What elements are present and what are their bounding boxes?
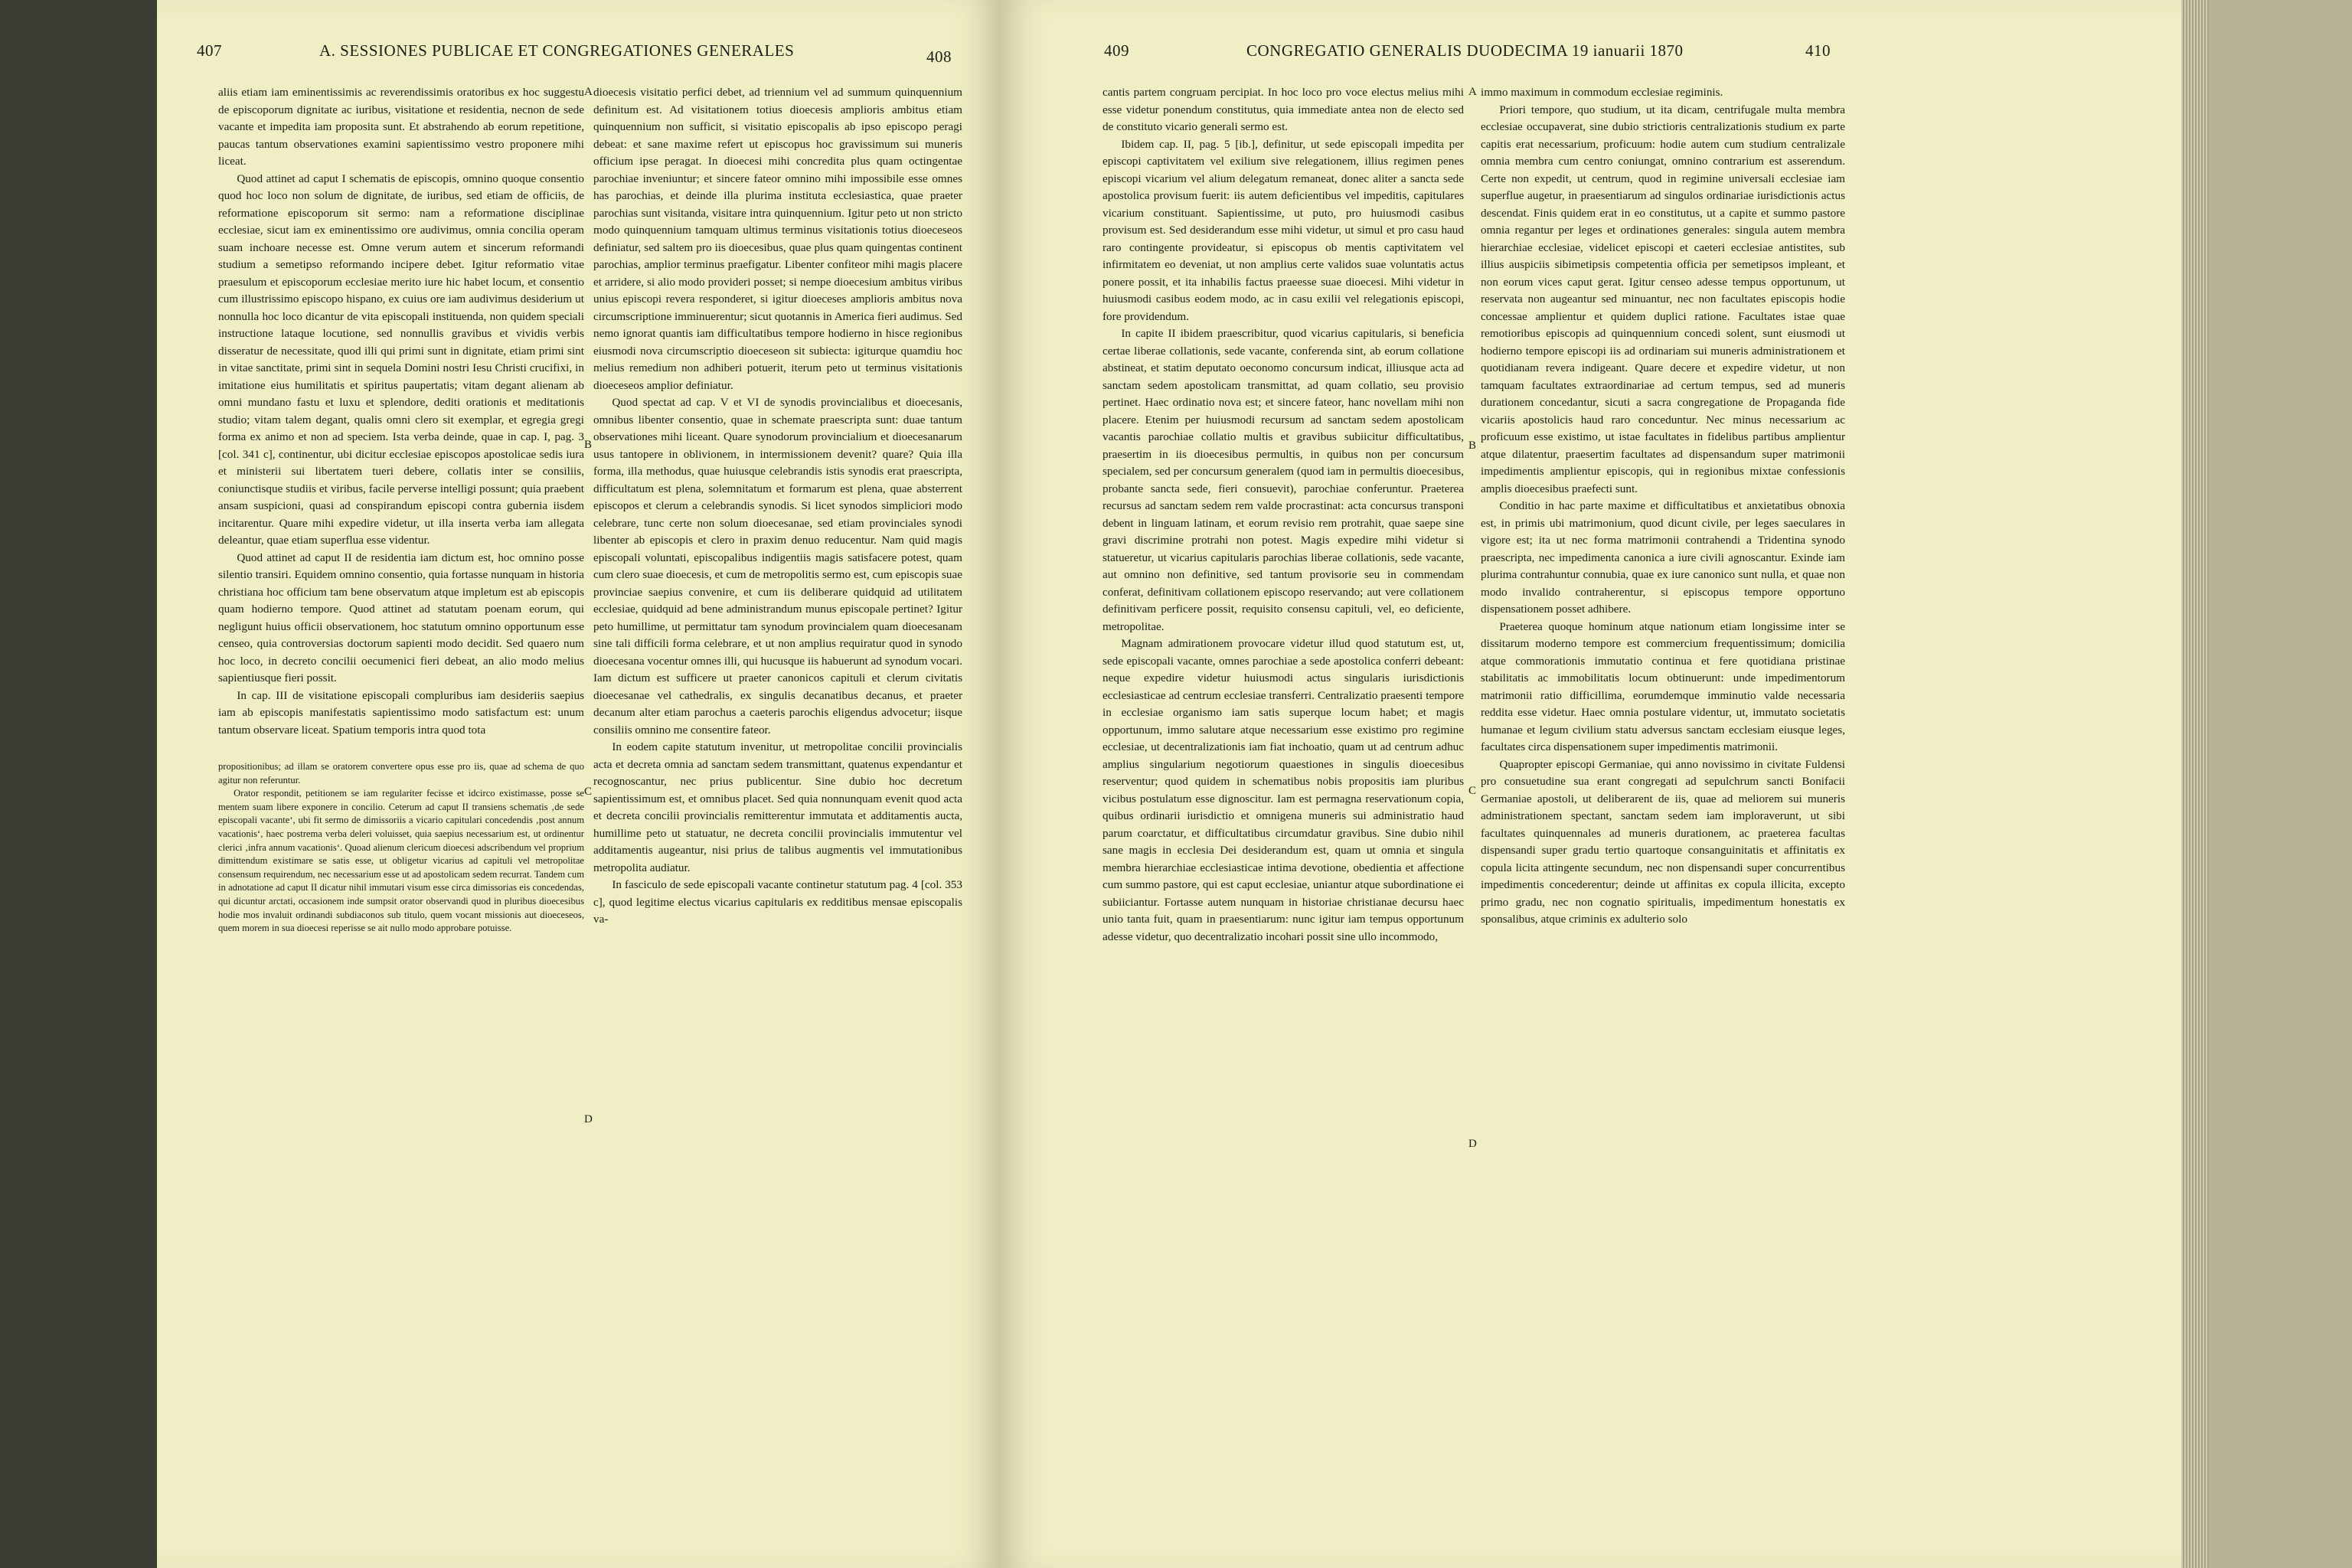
paragraph: In cap. III de visitatione episcopali compluribus iam desideriis saepius iam ab episcopis manifestatis sapientissimo modo satisfactum est: unum tantum observare liceat. Spatium temporis intra quod tota — [218, 688, 584, 737]
paragraph: In fasciculo de sede episcopali vacante continetur statutum pag. 4 [col. 353 c], quod legitime electus vicarius capitularis ex redditibus mensae episcopalis va- — [593, 878, 962, 926]
right-page — [1000, 0, 2181, 1568]
margin-marker: B — [1468, 439, 1477, 452]
paragraph: Priori tempore, quo studium, ut ita dicam, centrifugale multa membra ecclesiae occupaverat, sine dubio strictioris centralizationis studium ex parte capitis erat necessarium, proficuum: hodie autem cum studium centralizale omnia membra cum centro coniungat, omnino contrarium est asserendum. Certe non expedit, ut centrum, quod in regimine universali ecclesiae iam superflue augetur, in praesentiarum ad singulos ordinariae iurisdictionis actus descendat. Finis quidem erat in eo constitutus, ut a capite et summo pastore omnia regantur per leges et ordinationes generales: singula autem membra hierarchiae ecclesiae, videlicet episcopi et caeteri ecclesiae antistites, sub illius auspiciis sibimetipsis competentia officia per semetipsos impleant, et non eorum vices caput gerat. Igitur censeo adesse tempus opportunum, ut reservata non augeantur sed minuantur, nec non facultates episcopis hodie concessae amplientur et quidem duplici ratione. Facultates istae quae remotioribus episcopis ad quinquennium concedi solent, sunt eiusmodi ut hodierno tempore episcopi iis ad ordinariam sui muneris administrationem et quotidianam revera indigeant. Quare decere et expedire videtur, ut non tamquam facultates extraordinariae ad certum tempus, sed ad muneris durationem concedantur, sicuti a sacra congregatione de Propaganda fide vicariis apostolicis haud raro conceduntur. Nec minus necessarium ac proficuum esse existimo, ut istae facultates in fidelibus partibus amplientur atque dilatentur, praesertim facultates ad dispensandum super matrimonii impedimentis amplientur episcopis, qui in regionibus mixtae confessionis amplis dioecesibus praefecti sunt. — [1481, 103, 1845, 495]
text-column — [593, 84, 962, 929]
paragraph: Praeterea quoque hominum atque nationum etiam longissime inter se dissitarum moderno tempore est commercium frequentissimum; domicilia atque commorationis immutatio continua et fere quotidiana pristinae stabilitatis ac immobilitatis locum obtinuerunt: unde impedimentorum matrimonii ratio difficillima, eorumdemque imminutio valde necessaria reddita esse videtur. Haec omnia postulare videntur, ut, immutato societatis humanae et legum civilium statu adversus sanctam ecclesiam eiusque leges, facultates circa dispensationem super impedimentis matrimonii. — [1481, 619, 1845, 753]
paragraph: Conditio in hac parte maxime et difficultatibus et anxietatibus obnoxia est, in primis ubi matrimonium, quod dicunt civile, per leges saeculares in vigore est; ita ut nec forma matrimonii contrahendi a Tridentina synodo praescripta, nec impedimenta canonica a iure civili agnoscantur. Exinde iam plurima contrahuntur connubia, quae ex iure canonico sunt nulla, et quae non modo invalido contraherentur, si episcopus tempore opportuno dispensationem posset adhibere. — [1481, 499, 1845, 616]
running-head: A. SESSIONES PUBLICAE ET CONGREGATIONES GENERALES — [319, 41, 795, 60]
footnote — [218, 760, 584, 936]
left-page — [157, 0, 1000, 1568]
paragraph: Magnam admirationem provocare videtur illud quod statutum est, ut, sede episcopali vacante, omnes parochiae a sede apostolica conferri debeant: neque expedire videtur huiusmodi actus singularis iurisdictionis ecclesiasticae ad centrum ecclesiae transferri. Centralizatio praesenti tempore in ecclesiae organismo iam satis superque locum habet; et magis opportunum, immo salutare atque necessarium esse existimo pro regimine ecclesiae, ut decentralizationis iam fiat inchoatio, quam ut ad centrum adhuc amplius singularium negotiorum quaestiones in singulis dioecesibus reserventur; quod quidem in schematibus nobis propositis iam pluribus vicibus postulatum esse dignoscitur. Iam est permagna reservationum copia, quibus ordinarii iurisdictio et omnigena muneris sui administratio haud parum coarctatur, et difficultatibus circumdatur gravibus. Sine dubio nihil sane magis in ecclesia Dei desiderandum est, quam ut omnia et singula membra hierarchiae ecclesiasticae intima devotione, obedientia et affectione cum summo pastore, qui est caput ecclesiae, uniantur atque subordinatione ei subiiciantur. Fortasse autem nunquam in historiae christianae decursu haec unio tanta fuit, quam in praesentiarum: nunc igitur iam tempus opportunum adesse videtur, quo decentralizatio incohari possit sine ullo incommodo, — [1102, 637, 1464, 943]
running-head: CONGREGATIO GENERALIS DUODECIMA 19 ianuarii 1870 — [1246, 41, 1684, 60]
paragraph: Quod attinet ad caput I schematis de episcopis, omnino quoque consentio quod hoc loco non solum de dignitate, de iuribus, sed etiam de officiis, de reformatione episcoporum sit sermo: nam a reformatione disciplinae ecclesiae, sicut iam ex eminentissimo ore audivimus, omnia concilia operam suam inchoare necesse est. Omne verum autem et sincerum reformandi studium a semetipso reformando incipere debet. Igitur reformatio vitae praesulum et episcoporum ecclesiae merito iure hic habet locum, et consentio cum illustrissimo episcopo hispano, ex cuius ore iam audivimus desiderium ut nonnulla hoc loco dicantur de vita episcopali instituenda, non quidem speciali instructione lataque locutione, sed nonnullis gravibus et vividis verbis disseratur de necessitate, quod illi qui primi sunt in dignitate, etiam primi sint in vitae sanctitate, primi sint in sequela Domini nostri Iesu Christi crucifixi, in imitatione eius humilitatis et spiritus paupertatis; vitam degant alienam ab omni mundano fastu et luxu et splendore, dediti orationis et meditationis studio; vitam talem degant, qualis omni clero sit exemplar, et egregia gregi forma ex animo et non ad speciem. Ista verba deinde, quae in cap. I, pag. 3 [col. 341 c], continentur, ubi dicitur ecclesiae episcopos apostolicae sedis iura et ministerii sui libertatem tueri debere, collatis inter se consiliis, coniunctisque studiis et viribus, facile perverse intelligi possunt; quia praebent ansam suspicioni, quasi ad conspirandum episcopi contra gubernia iisdem incitarentur. Quare mihi expedire videtur, ut illa inserta verba iam allegata deleantur, quae etiam superflua esse videntur. — [218, 172, 584, 547]
margin-marker: C — [1468, 785, 1477, 797]
page-number: 409 — [1104, 41, 1129, 60]
margin-marker: D — [1468, 1138, 1477, 1150]
paragraph: Quod spectat ad cap. V et VI de synodis provincialibus et dioecesanis, omnibus libenter consentio, quae in schemate praescripta sunt: duae tantum observationes mihi liceant. Quare synodorum provincialium et dioecesanarum usus tantopere in oblivionem, in intermissionem devenit? quare? Quia illa forma, illa methodus, quae huiusque celebrandis istis synodis erat praescripta, difficultatum est plena, solemnitatum et formarum est plena, quae absterrent episcopos et clerum a celebrandis synodis. Si licet synodos simpliciori modo celebrare, tunc certe non solum dioecesanae, sed etiam provinciales synodi libenter ab episcopis et clero in praxim denuo reducentur. Nam quid magis episcopali voluntati, episcopalibus indigentiis magis satisfacere potest, quam cum clero suae dioecesis, et cum de metropolitis sermo est, cum episcopis suae provinciae saepius convenire, et cum iis deliberare quidquid ad utilitatem ecclesiae, quidquid ad bene administrandum munus episcopale pertinet? Igitur peto humillime, ut permittatur tam synodum provincialem quam dioecesanam sine tali difficili forma celebrare, et ut non amplius requiratur quod in synodo dioecesana vocentur omnes illi, qui hucusque iis habuerunt ad synodum vocari. Iam dictum est sufficere ut praeter canonicos capituli et clerum civitatis dioecesanae vel cathedralis, ex singulis decanatibus decanus, et praeter decanum alter etiam parochus a caeteris parochis eligendus advocetur; iisque consiliis omnino me consentire fateor. — [593, 396, 962, 737]
paragraph: In eodem capite statutum invenitur, ut metropolitae concilii provincialis acta et decreta omnia ad sanctam sedem transmittant, quatenus expendantur et recognoscantur, nec prius publicentur. Sine dubio hoc decretum sapientissimum est, et omnibus placet. Sed quia nonnunquam evenit quod acta et decreta concilii provincialis remitterentur immutata et additamentis aucta, humillime peto ut statuatur, ne decreta concilii provincialis immutentur vel additamentis augeantur, nisi prius de talibus augmentis vel immutationibus metropolita audiatur. — [593, 740, 962, 874]
paragraph: cantis partem congruam percipiat. In hoc loco pro voce electus melius mihi esse videtur ponendum constitutus, quia immediate antea non de electo sed de constituto vicario generali sermo est. — [1102, 86, 1464, 133]
paragraph: aliis etiam iam eminentissimis ac reverendissimis oratoribus ex hoc suggestu de episcoporum dignitate ac iuribus, visitatione et residentia, necnon de sede vacante et impedita iam proposita sunt. Et abstrahendo ab eorum repetitione, paucas tantum observationes examini sapientissimo vestro proponere mihi liceat. — [218, 86, 584, 168]
paragraph: Quapropter episcopi Germaniae, qui anno novissimo in civitate Fuldensi pro consuetudine sua erant congregati ad sepulchrum sancti Bonifacii Germaniae apostoli, ut deliberarent de iis, quae ad meliorem sui muneris administrationem spectant, sanctam sedem iam imploraverunt, ut sibi facultates quinquennales ad muneris durationem, ac praeterea facultas dispensandi super gradu tertio quartoque consanguinitatis et affinitatis ex copula licita attingente secundum, nec non dispensandi super concurrentibus impedimentis concederentur; deinde ut affinitas ex copula illicita, excepto primo gradu, nec non cognatio spiritualis, impedimentum honestatis ex sponsalibus, atque criminis ex adulterio solo — [1481, 757, 1845, 926]
paragraph: immo maximum in commodum ecclesiae regiminis. — [1481, 86, 1723, 99]
footnote-text: propositionibus; ad illam se oratorem convertere opus esse pro iis, quae ad schema de quo agitur non referuntur. — [218, 761, 584, 786]
page-number: 407 — [197, 41, 222, 60]
paragraph: In capite II ibidem praescribitur, quod vicarius capitularis, si beneficia certae liberae collationis, sede vacante, conferenda sint, ab eorum collatione abstineat, et statim deputato oeconomo concursum indicat, illiusque acta ad sanctam sedem apostolicam transmittat, ad quam collatio, seu provisio pertinet. Haec ordinatio nova est; et sincere fateor, hanc novellam mihi non placere. Etenim per huiusmodi recursum ad sanctam sedem apostolicam vacantis parochiae collatio multis et gravibus subiicitur difficultatibus, praesertim in iis dioecesibus permultis, in quibus non per concursum specialem, sed per concursum generalem (quod iam in permultis dioecesibus, probante sancta sede, fieri consuevit), parochiae conferuntur. Praeterea recursus ad sanctam sedem rem valde procrastinat: acta concursus transponi debent in linguam latinam, et eorum revisio rem protrahit, quae saepe sine gravi discrimine protrahi non potest. Magis expedire mihi videtur si statueretur, ut vicarius capitularis parochias liberae collationis, sede vacante, aut omnino non definitive, sed tantum provisorie seu in commendam conferat, definitivam collationem episcopo reservando; aut vere collationem definitivam perficere possit, requisito consensu capituli, vel, eo deficiente, metropolitae. — [1102, 327, 1464, 633]
margin-marker: C — [584, 786, 593, 798]
margin-marker: D — [584, 1113, 593, 1125]
margin-marker: B — [584, 439, 593, 451]
paragraph: Ibidem cap. II, pag. 5 [ib.], definitur, ut sede episcopali impedita per episcopi captivitatem vel exilium sive relegationem, illius regimen penes episcopi vicarium vel alium delegatum remaneat, donec aliter a sancta sede apostolica provisum fuerit: iis autem deficientibus vel impeditis, capitulares vicarium constituant. Sapientissime, ut puto, pro huiusmodi casibus provisum est. Sed desiderandum esse mihi videtur, ut simul et pro casu haud raro contingente provideatur, si episcopus ob mentis captivitatem vel infirmitatem eo deveniat, ut non amplius certe validos suae voluntatis actus ponere possit, et ita inhabilis factus praeesse suae dioecesi. Mihi videtur in huiusmodi casibus eodem modo, ac in casu exilii vel relegationis episcopi, fore providendum. — [1102, 137, 1464, 323]
text-column — [1481, 84, 1845, 929]
footnote-text: Orator respondit, petitionem se iam regulariter fecisse et idcirco existimasse, posse se mentem suam libere exponere in concilio. Ceterum ad caput II transiens schematis ‚de sede episcopali vacante‘, ubi fit sermo de dimissoriis a vicario capitulari concedendis ‚post annum vacationis‘, haec postrema verba deleri voluisset, quia saepius necessarium est, ut ordinentur clerici ‚infra annum vacationis‘. Quoad alienum clericum dioecesi adscribendum vel proprium dimittendum existimare se satis esse, ut obligetur vicarius ad capituli vel metropolitae consensum requirendum, nec necessarium esse ut ad apostolicam sedem recurrat. Tandem cum in adnotatione ad caput II dicatur nihil immutari visum esse circa dimissorias eis concedendas, qui dicuntur arctati, occasionem inde sumpsit orator observandi quod in pluribus dioecesibus hodie mos invaluit ordinandi subdiaconos sub titulo, quem vocant missionis aut dioeceseos, quem morem in sua dioecesi reperisse se ait nullo modo approbare potuisse. — [218, 788, 584, 934]
book-page-edges — [2181, 0, 2352, 1568]
page-number: 408 — [926, 47, 952, 66]
text-column — [1102, 84, 1464, 946]
margin-marker: A — [584, 86, 593, 98]
margin-marker: A — [1468, 86, 1477, 98]
text-column — [218, 84, 584, 936]
page-number: 410 — [1805, 41, 1831, 60]
paragraph: Quod attinet ad caput II de residentia iam dictum est, hoc omnino posse silentio transiri. Equidem omnino consentio, quia fortasse nunquam in historia christiana hoc officium tam bene observatum atque impletum est ab episcopis quam hodierno tempore. Quod attinet ad statutam poenam eorum, qui negligunt huius officii observationem, hoc statutum omnino opportunum esse censeo, quia controversias doctorum sapienti modo decidit. Sed quaero num hoc loco, in decreto concilii oecumenici fieri debeat, an alio modo melius sapientiusque fieri possit. — [218, 550, 584, 684]
paragraph: dioecesis visitatio perfici debet, ad triennium vel ad summum quinquennium definitum est. Ad visitationem totius dioecesis amplioris ambitus etiam quinquennium non sufficit, si visitatio episcopalis ab ipso episcopo peragi debeat: et sane maxime refert ut episcopus hoc gravissimum sui muneris officium ipse peragat. In dioecesi mihi concredita plus quam octingentae parochiae inveniuntur; et sincere fateor omnino mihi impossibile esse omnes has parochias, et deinde illa plurima instituta ecclesiastica, quae praeter parochias sunt visitanda, visitare intra quinquennium. Igitur peto ut non stricto modo quinquennium tamquam ultimus terminus visitationis totius dioeceseos definiatur, sed saltem pro iis dioecesibus, quae plus quam quingentas continent parochias, amplior terminus praefigatur. Libenter confiteor mihi magis placere et arridere, si alio modo provideri posset; si nempe dioecesium ambitus viribus unius episcopi revera responderet, si igitur dioeceses amplioris ambitus nova circumscriptione imminuerentur; sicut quotannis in America fieri audimus. Sed nemo ignorat quantis iam difficultatibus tempore hodierno in hisce regionibus eiusmodi nova circumscriptio dioeceseon sit subiecta: igiturque quamdiu hoc melius remedium non adhiberi potuerit, iterum peto ut terminus visitationis dioeceseos amplior definiatur. — [593, 86, 962, 392]
